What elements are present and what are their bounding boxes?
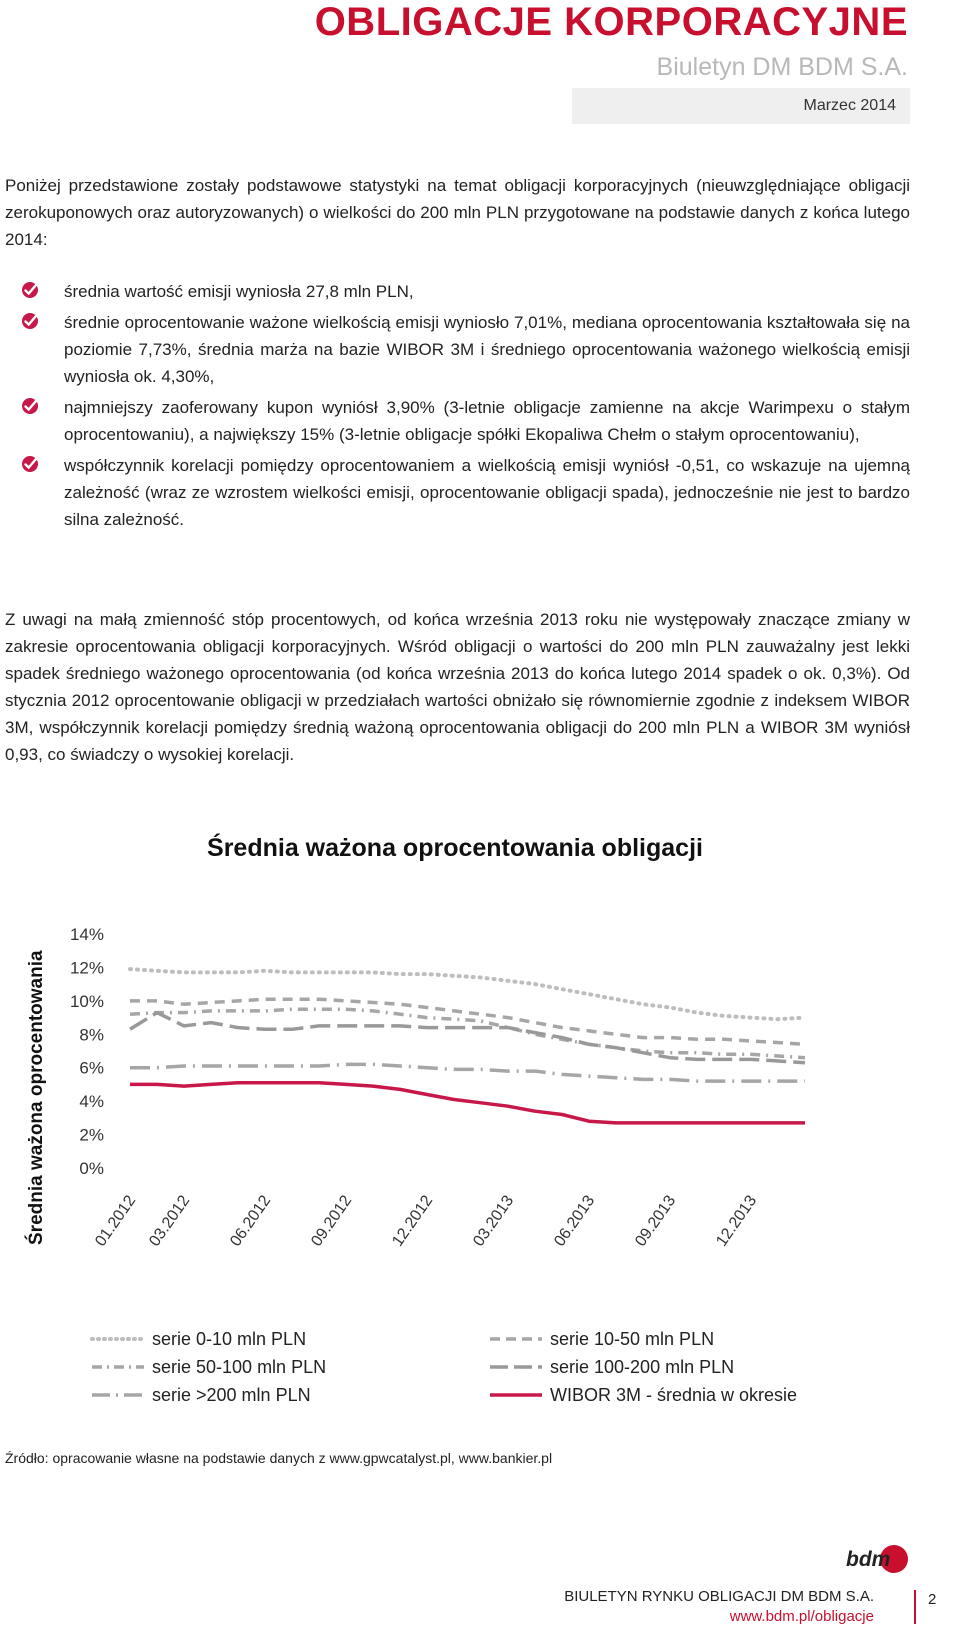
bdm-logo-icon <box>844 1542 910 1576</box>
line-chart <box>60 910 820 1300</box>
bullet-text: średnie oprocentowanie ważone wielkością emisji wyniosło 7,01%, mediana oprocentowania kształtowała się na poziomie 7,73%, średnia marża na bazie WIBOR 3M i średniego oprocentowania ważonego wielkością emisji wyniosła ok. 4,30%, <box>64 313 910 386</box>
header-subtitle: Biuletyn DM BDM S.A. <box>656 53 908 81</box>
bullet-text: współczynnik korelacji pomiędzy oprocentowaniem a wielkością emisji wyniósł -0,51, co wskazuje na ujemną zależność (wraz ze wzrostem wielkości emisji, oprocentowanie obligacji spada), jednocześnie nie jest to bardzo silna zależność. <box>64 456 910 529</box>
series-line <box>130 1009 805 1057</box>
footer-link[interactable]: www.bdm.pl/obligacje <box>729 1608 874 1625</box>
bullet-item <box>20 309 910 390</box>
x-tick-label: 03.2012 <box>146 1192 194 1250</box>
x-tick-label: 09.2012 <box>308 1192 356 1250</box>
stats-bullet-list <box>20 278 910 537</box>
y-tick-label: 12% <box>69 958 104 978</box>
bullet-item <box>20 452 910 533</box>
x-tick-label: 12.2012 <box>389 1192 437 1250</box>
bullet-item <box>20 394 910 448</box>
y-tick-label: 4% <box>79 1092 104 1112</box>
check-circle-icon <box>20 396 40 416</box>
header-date: Marzec 2014 <box>572 88 910 124</box>
x-tick-label: 09.2013 <box>632 1192 680 1250</box>
x-tick-label: 06.2013 <box>551 1192 599 1250</box>
check-circle-icon <box>20 311 40 331</box>
legend-label: serie 0-10 mln PLN <box>152 1329 307 1349</box>
chart-y-axis-label: Średnia ważona oprocentowania <box>26 950 47 1245</box>
y-tick-label: 8% <box>79 1025 104 1045</box>
x-tick-label: 12.2013 <box>713 1192 761 1250</box>
y-tick-label: 6% <box>79 1058 104 1078</box>
chart-title: Średnia ważona oprocentowania obligacji <box>207 834 703 862</box>
x-tick-label: 01.2012 <box>92 1192 140 1250</box>
x-tick-label: 06.2012 <box>227 1192 275 1250</box>
body-paragraph: Z uwagi na małą zmienność stóp procentowych, od końca września 2013 roku nie występowały znaczące zmiany w zakresie oprocentowania obligacji korporacyjnych. Wśród obligacji o wartości do 200 mln PLN zauważalny jest lekki spadek średniego ważonego oprocentowania (od końca września 2013 do końca lutego 2014 spadek o ok. 0,3%). Od stycznia 2012 oprocentowanie obligacji w przedziałach wartości obniżało się równomiernie zgodnie z indeksem WIBOR 3M, współczynnik korelacji pomiędzy średnią ważoną oprocentowania obligacji do 200 mln PLN a WIBOR 3M wyniósł 0,93, co świadczy o wysokiej korelacji. <box>5 610 910 764</box>
check-circle-icon <box>20 454 40 474</box>
bullet-text: średnia wartość emisji wyniosła 27,8 mln PLN, <box>64 282 414 301</box>
x-tick-label: 03.2013 <box>470 1192 518 1250</box>
bullet-item <box>20 278 910 305</box>
series-line <box>130 1083 805 1123</box>
series-line <box>130 1064 805 1081</box>
y-tick-label: 2% <box>79 1125 104 1145</box>
intro-paragraph: Poniżej przedstawione zostały podstawowe statystyki na temat obligacji korporacyjnych (nieuwzględniające obligacji zerokuponowych oraz autoryzowanych) o wielkości do 200 mln PLN przygotowane na podstawie danych z końca lutego 2014: <box>5 176 910 249</box>
source-note: Źródło: opracowanie własne na podstawie danych z www.gpwcatalyst.pl, www.bankier.pl <box>5 1450 553 1466</box>
legend-label: serie 50-100 mln PLN <box>152 1357 327 1377</box>
y-tick-label: 0% <box>79 1159 104 1178</box>
legend-label: serie 10-50 mln PLN <box>550 1329 715 1349</box>
y-tick-label: 14% <box>69 925 104 944</box>
footer-bulletin-name: BIULETYN RYNKU OBLIGACJI DM BDM S.A. <box>564 1588 874 1605</box>
logo-text: bdm <box>846 1548 891 1571</box>
check-circle-icon <box>20 280 40 300</box>
bullet-text: najmniejszy zaoferowany kupon wyniósł 3,90% (3-letnie obligacje zamienne na akcje Warimpexu o stałym oprocentowaniu), a największy 15% (3-letnie obligacje spółki Ekopaliwa Chełm o stałym oprocentowaniu), <box>64 398 910 444</box>
y-tick-label: 10% <box>69 991 104 1011</box>
page-number: 2 <box>914 1590 954 1624</box>
legend-label: WIBOR 3M - średnia w okresie <box>550 1385 798 1405</box>
header-title: OBLIGACJE KORPORACYJNE <box>314 0 908 44</box>
legend-label: serie >200 mln PLN <box>152 1385 311 1405</box>
legend-label: serie 100-200 mln PLN <box>550 1357 735 1377</box>
